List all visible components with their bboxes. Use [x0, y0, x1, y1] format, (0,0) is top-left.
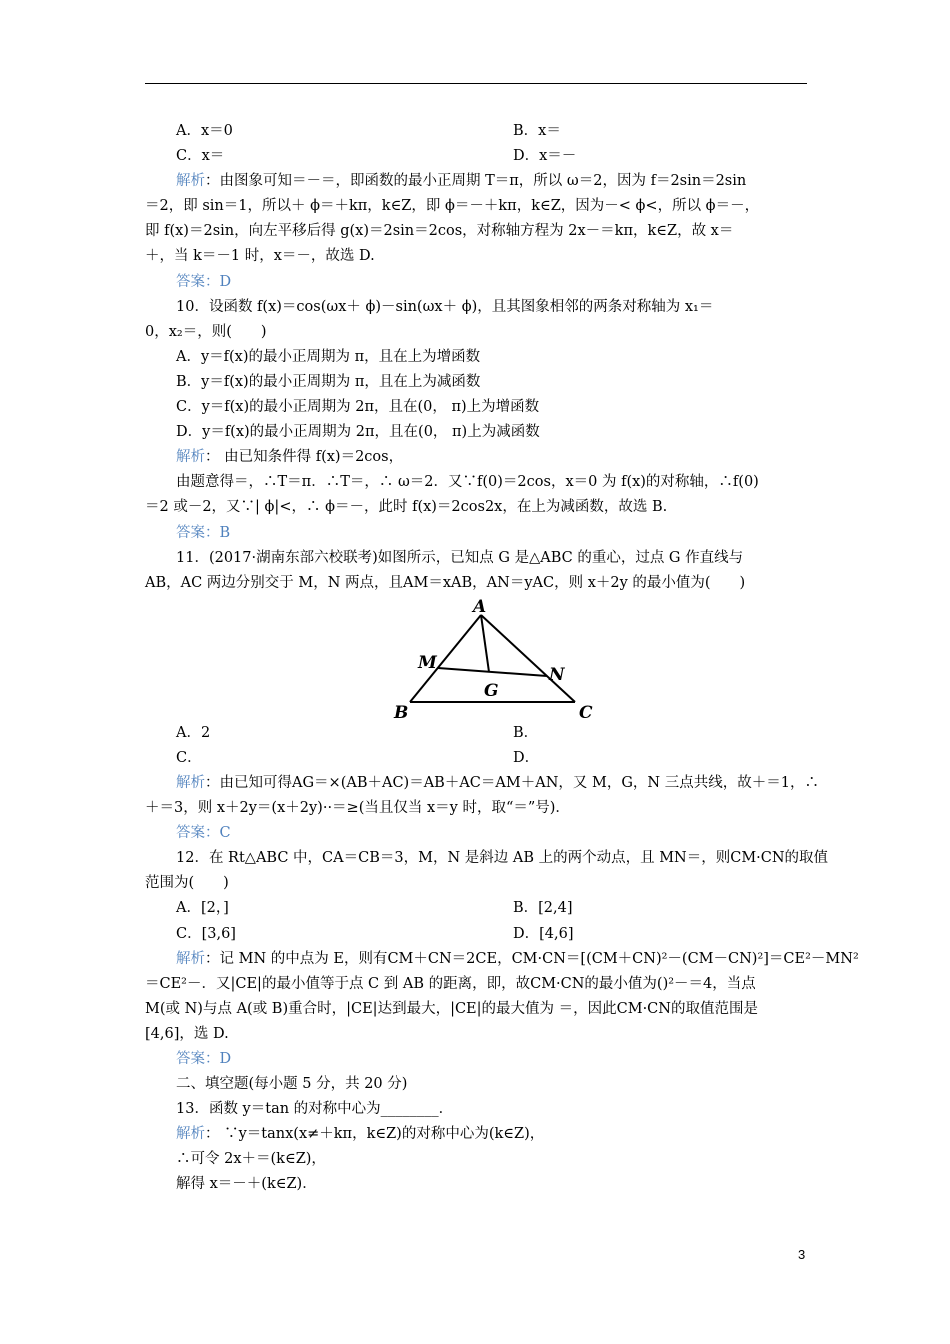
label-n: N: [549, 664, 565, 685]
label-a: A: [473, 596, 487, 617]
q12-stem-line: 范围为( ): [145, 875, 229, 892]
q11-answer: 答案：C: [176, 825, 231, 842]
q12-option-a: A．[2，]: [176, 900, 229, 917]
q10-option-d: D．y＝f(x)的最小正周期为 2π，且在(0， π)上为减函数: [176, 424, 540, 441]
line-ag: [481, 615, 489, 672]
section-heading: 二、填空题(每小题 5 分，共 20 分): [176, 1076, 408, 1093]
q12-option-d: D．[4,6]: [513, 925, 574, 942]
q9-analysis-line: ＋，当 k＝－1 时，x＝－，故选 D.: [145, 248, 375, 265]
q10-stem-line: 0，x₂＝，则( ): [145, 323, 267, 340]
q10-stem-line: 10．设函数 f(x)＝cos(ωx＋ ϕ)－sin(ωx＋ ϕ)，且其图象相邻的两条对称轴为 x₁＝: [176, 298, 714, 315]
q12-answer: 答案：D: [176, 1051, 232, 1067]
q12-analysis-line: ＝CE²－．又|CE|的最小值等于点 C 到 AB 的距离，即，故CM·CN的最小值为()²－＝4，当点: [145, 975, 756, 992]
q11-stem-line: AB，AC 两边分别交于 M，N 两点，且AM＝xAB，AN＝yAC，则 x＋2y 的最小值为( ): [145, 574, 746, 591]
label-g: G: [484, 680, 499, 701]
q11-option-b: B．: [513, 724, 539, 741]
page-number: 3: [798, 1247, 806, 1262]
q10-analysis-line: 由题意得＝，∴T＝π．∴T＝，∴ ω＝2．又∵f(0)＝2cos，x＝0 为 f(x)的对称轴，∴f(0): [176, 474, 759, 491]
q9-analysis-line: 解析：由图象可知＝－＝，即函数的最小正周期 T＝π，所以 ω＝2，因为 f＝2sin＝2sin: [176, 173, 747, 190]
q12-stem-line: 12．在 Rt△ABC 中，CA＝CB＝3，M，N 是斜边 AB 上的两个动点，且 MN＝，则CM·CN的取值: [176, 850, 829, 867]
q10-option-b: B．y＝f(x)的最小正周期为 π，且在上为减函数: [176, 373, 481, 390]
label-m: M: [418, 652, 437, 673]
label-c: C: [579, 702, 593, 721]
q10-option-a: A．y＝f(x)的最小正周期为 π，且在上为增函数: [176, 348, 481, 365]
analysis-label: 解析: [176, 774, 205, 791]
q9-options-ab: [145, 119, 807, 144]
q9-options-cd: [145, 144, 807, 169]
q11-analysis-line: 解析：由已知可得AG＝×(AB＋AC)＝AB＋AC＝AM＋AN，又 M，G，N 三点共线，故＋＝1，∴: [176, 774, 819, 791]
q12-option-c: C．[3,6]: [176, 925, 236, 942]
triangle-diagram: [388, 596, 608, 721]
q10-analysis-line: ＝2 或－2，又∵| ϕ|<，∴ ϕ＝－，此时 f(x)＝2cos2x，在上为减函数，故选 B.: [145, 499, 668, 516]
q9-option-b: B．x＝: [513, 123, 561, 139]
q12-analysis-line: M(或 N)与点 A(或 B)重合时，|CE|达到最大，|CE|的最大值为 ＝，因此CM·CN的取值范围是: [145, 1000, 758, 1017]
q13-stem: 13．函数 y＝tan 的对称中心为________．: [176, 1101, 454, 1118]
q9-option-c: C．x＝: [176, 148, 225, 165]
q9-analysis-line: 即 f(x)＝2sin，向左平移后得 g(x)＝2sin＝2cos，对称轴方程为 2x－＝kπ，k∈Z，故 x＝: [145, 223, 734, 240]
q11-option-c: C．: [176, 749, 202, 766]
q12-analysis-line: [4,6]，选 D.: [145, 1025, 229, 1042]
q9-answer: 答案：D: [176, 273, 232, 290]
q13-analysis-line: ∴可令 2x＋＝(k∈Z)，: [176, 1151, 326, 1168]
triangle-figure: [145, 596, 807, 721]
q10-analysis-line: 解析： 由已知条件得 f(x)＝2cos，: [176, 449, 404, 466]
q11-options-ab: [145, 721, 807, 746]
q10-answer: 答案：B: [176, 524, 231, 541]
label-b: B: [394, 702, 409, 721]
q9-analysis-line: ＝2，即 sin＝1，所以＋ ϕ＝＋kπ，k∈Z，即 ϕ＝－＋kπ，k∈Z，因为－< ϕ<，所以 ϕ＝－，: [145, 198, 760, 215]
q11-option-a: A．2: [176, 724, 211, 741]
q11-options-cd: [145, 746, 807, 771]
q9-option-d: D．x＝－: [513, 148, 577, 165]
analysis-label: 解析: [176, 950, 205, 967]
q13-analysis-line: 解得 x＝－＋(k∈Z)．: [176, 1176, 317, 1193]
q12-option-b: B．[2,4]: [513, 900, 573, 917]
q10-option-c: C．y＝f(x)的最小正周期为 2π，且在(0， π)上为增函数: [176, 399, 540, 416]
q12-options-ab: [145, 896, 807, 921]
q9-option-a: A．x＝0: [176, 123, 233, 139]
q11-option-d: D．: [513, 749, 540, 766]
analysis-label: 解析: [176, 449, 205, 466]
q12-analysis-line: 解析：记 MN 的中点为 E，则有CM＋CN＝2CE，CM·CN＝[(CM＋CN)²－(CM－CN)²]＝CE²－MN²: [176, 950, 859, 967]
analysis-label: 解析: [176, 1126, 205, 1143]
q11-analysis-line: ＋＝3，则 x＋2y＝(x＋2y)··＝≥(当且仅当 x＝y 时，取“＝”号)．: [145, 800, 570, 817]
q13-analysis-line: 解析： ∵y＝tanx(x≠＋kπ，k∈Z)的对称中心为(k∈Z)，: [176, 1126, 545, 1143]
document-body: [145, 119, 859, 1198]
header-rule: [145, 83, 807, 84]
line-mn: [438, 668, 547, 676]
q11-stem-line: 11．(2017·湖南东部六校联考)如图所示，已知点 G 是△ABC 的重心，过点 G 作直线与: [176, 549, 744, 566]
analysis-label: 解析: [176, 173, 205, 190]
q12-options-cd: [145, 922, 807, 947]
